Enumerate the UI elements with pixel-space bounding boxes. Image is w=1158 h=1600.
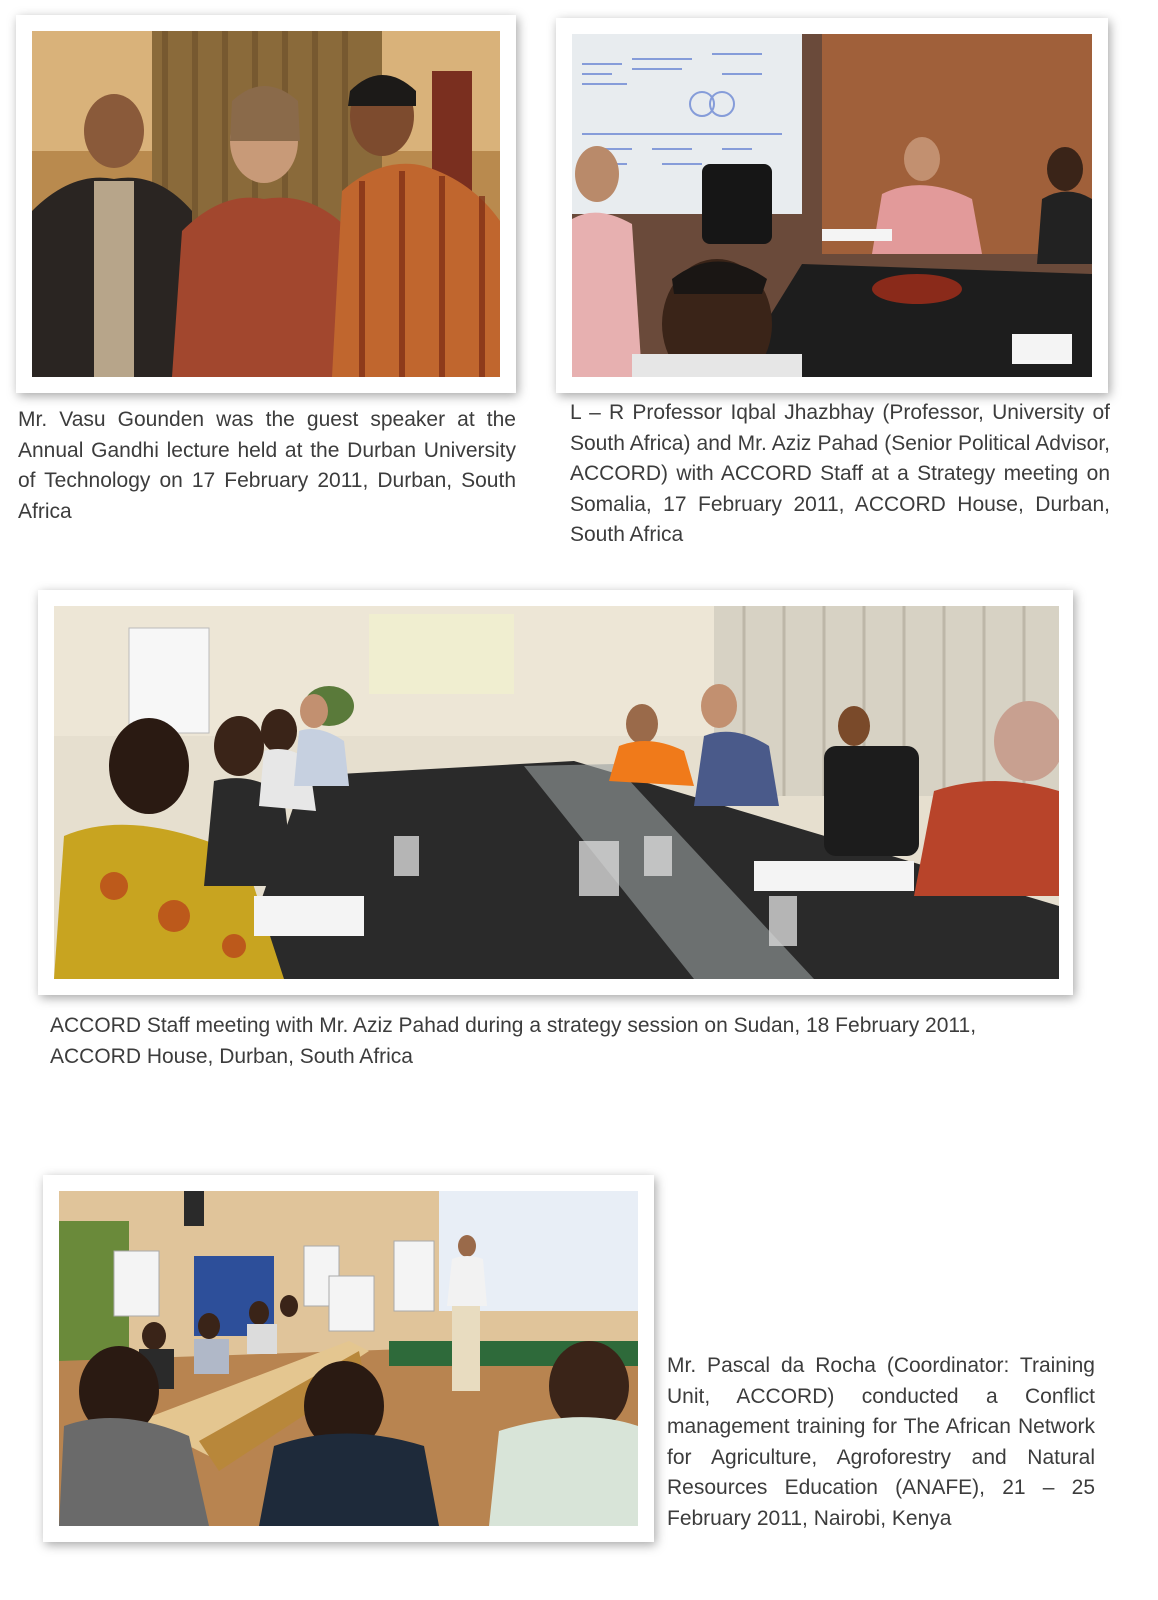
photo-somalia-meeting [572, 34, 1092, 377]
photo-sudan-meeting [54, 606, 1059, 979]
caption-photo-2: L – R Professor Iqbal Jhazbhay (Professor, University of South Africa) and Mr. Aziz Pahad (Senior Political Advisor, ACCORD) with ACCORD Staff at a Strategy meeting on Somalia, 17 February 2011, ACCORD House, Durban, South Africa [570, 401, 1110, 546]
photo-frame-4 [43, 1175, 654, 1542]
photo-gandhi-lecture [32, 31, 500, 377]
caption-photo-4: Mr. Pascal da Rocha (Coordinator: Training Unit, ACCORD) conducted a Conflict management training for The African Network for Agriculture, Agroforestry and Natural Resources Education (ANAFE), 21 – 25 February 2011, Nairobi, Kenya [667, 1354, 1095, 1530]
photo-frame-3 [38, 590, 1073, 995]
photo-frame-2 [556, 18, 1108, 393]
caption-photo-1: Mr. Vasu Gounden was the guest speaker at the Annual Gandhi lecture held at the Durban University of Technology on 17 February 2011, Durban, South Africa [18, 408, 516, 523]
photo-frame-1 [16, 15, 516, 393]
caption-photo-3: ACCORD Staff meeting with Mr. Aziz Pahad during a strategy session on Sudan, 18 February 2011, ACCORD House, Durban, South Africa [50, 1014, 977, 1068]
photo-training-nairobi [59, 1191, 638, 1526]
